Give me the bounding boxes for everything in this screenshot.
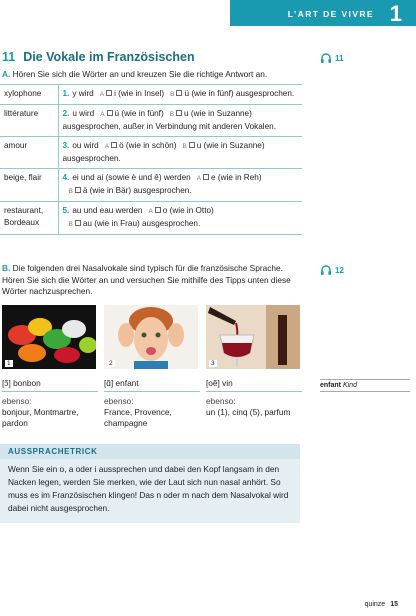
checkbox[interactable] (176, 90, 182, 96)
example-word: beige, flair (0, 169, 58, 202)
chapter-header-bar (230, 0, 416, 26)
nasal-heading: [oẽ] vin (206, 378, 302, 392)
exercise-question (58, 169, 302, 202)
tip-text: Wenn Sie ein o, a oder i aussprechen und dabei den Kopf langsam in den Nacken legen, werden Sie merken, wie der Laut sich nun nasal anhört. So muss es im Französischen klingen! Das n oder m nach dem Nasalvokal wird dabei nicht ausgesprochen. (8, 464, 289, 513)
example-word: restaurant, Bordeaux (0, 202, 58, 235)
question-lead: u wird (72, 109, 95, 118)
checkbox[interactable] (203, 174, 209, 180)
question-number: 3. (62, 141, 70, 150)
checkbox[interactable] (107, 110, 113, 116)
question-tail: ausgesprochen, außer in Verbindung mit anderen Vokalen. (62, 122, 276, 131)
example-word: amour (0, 137, 58, 169)
part-a-instruction (2, 69, 302, 79)
question-tail: ausgesprochen. (235, 89, 295, 98)
nasal-examples: France, Provence, champagne (104, 407, 172, 428)
exercise-row (0, 105, 302, 137)
part-a-letter: A. (2, 69, 11, 79)
nasal-column-1 (2, 378, 98, 429)
photo-red-wine (206, 305, 300, 369)
section-title: Die Vokale im Französischen (23, 50, 195, 64)
checkbox[interactable] (75, 187, 81, 193)
question-lead: y wird (72, 89, 94, 98)
option-a[interactable] (100, 108, 164, 121)
audio-track-b[interactable] (320, 264, 344, 276)
option-text: o (wie in Otto) (162, 206, 214, 215)
page-word: quinze (364, 601, 386, 608)
section-number: 11 (2, 50, 16, 64)
option-letter: A (99, 91, 105, 98)
option-text: u (wie in Suzanne) (184, 109, 252, 118)
vocabulary-note (320, 379, 410, 392)
option-b[interactable] (69, 218, 201, 231)
question-number: 4. (62, 173, 70, 182)
part-b-letter: B. (2, 263, 11, 273)
example-word: littérature (0, 105, 58, 137)
option-letter: B (170, 91, 175, 98)
photo-number: 2 (109, 360, 113, 367)
question-tail: ausgesprochen. (62, 154, 121, 163)
checkbox[interactable] (75, 220, 81, 226)
headphones-icon (320, 52, 332, 64)
option-a[interactable] (100, 88, 164, 101)
photo-boy-face (104, 305, 198, 369)
option-a[interactable] (148, 205, 213, 218)
audio-track-a[interactable] (320, 52, 343, 64)
checkbox[interactable] (155, 207, 161, 213)
ebenso-label: ebenso: (206, 396, 236, 406)
nasal-column-3 (206, 378, 302, 418)
checkbox[interactable] (189, 142, 195, 148)
option-text: ö (wie in schön) (119, 141, 177, 150)
option-letter: B (169, 111, 175, 118)
part-b-text: Die folgenden drei Nasalvokale sind typisch für die französische Sprache. Hören Sie sich die Wörter an und versuchen Sie mithilfe des Tipps unten diese Wörter nachzusprechen. (2, 263, 291, 296)
example-word: xylophone (0, 85, 58, 105)
nasal-examples: bonjour, Montmartre, pardon (2, 407, 79, 428)
option-b[interactable] (170, 88, 234, 101)
question-number: 5. (62, 206, 70, 215)
option-a[interactable] (197, 172, 262, 185)
checkbox[interactable] (176, 110, 182, 116)
checkbox[interactable] (111, 142, 117, 148)
vocab-translation: Kind (342, 382, 357, 389)
exercise-question (58, 202, 302, 235)
option-text: ä (wie in Bär) ausgesprochen. (82, 186, 192, 195)
audio-track-number: 12 (335, 265, 344, 275)
page-footer (365, 601, 398, 608)
page-number: 15 (390, 601, 398, 608)
ebenso-label: ebenso: (104, 396, 134, 406)
option-letter: B (68, 188, 73, 195)
section-heading (2, 50, 302, 64)
option-text: i (wie in Insel) (114, 89, 165, 98)
option-a[interactable] (105, 140, 177, 153)
nasal-column-2 (104, 378, 200, 429)
ebenso-label: ebenso: (2, 396, 32, 406)
vowel-exercise-table (0, 84, 302, 235)
option-letter: A (104, 143, 110, 150)
exercise-question (58, 105, 302, 137)
option-b[interactable] (69, 185, 192, 198)
option-text: e (wie in Reh) (211, 173, 262, 182)
question-lead: ou wird (72, 141, 99, 150)
question-number: 1. (62, 89, 70, 98)
option-b[interactable] (182, 140, 264, 153)
vocab-word: enfant (320, 382, 341, 389)
option-letter: B (68, 221, 73, 228)
photo-number: 3 (211, 360, 215, 367)
photo-number: 1 (7, 360, 11, 367)
nasal-heading: [ɑ̃] enfant (104, 378, 200, 392)
exercise-row (0, 169, 302, 202)
exercise-question (58, 85, 302, 105)
tip-title: AUSSPRACHETRICK (0, 444, 300, 459)
headphones-icon (320, 264, 332, 276)
exercise-question (58, 137, 302, 169)
nasal-heading: [ɔ̃] bonbon (2, 378, 98, 392)
option-text: u (wie in Suzanne) (196, 141, 265, 150)
option-letter: A (100, 111, 105, 118)
question-number: 2. (62, 109, 70, 118)
nasal-examples: un (1), cinq (5), parfum (206, 407, 291, 417)
option-b[interactable] (170, 108, 252, 121)
exercise-row (0, 85, 302, 105)
rubric-title: L’ART DE VIVRE (287, 9, 374, 19)
pronunciation-tip-box (0, 444, 300, 523)
part-b-instruction (2, 263, 302, 298)
option-letter: B (182, 143, 187, 150)
option-letter: A (148, 208, 153, 215)
option-letter: A (196, 175, 202, 182)
part-a-text: Hören Sie sich die Wörter an und kreuzen Sie die richtige Antwort an. (12, 69, 268, 79)
question-lead: au und eau werden (72, 206, 143, 215)
exercise-row (0, 202, 302, 235)
chapter-number: 1 (389, 1, 402, 26)
exercise-row (0, 137, 302, 169)
option-text: ü (wie in fünf) (184, 89, 234, 98)
question-lead: ei und ai (sowie è und ê) werden (72, 173, 191, 182)
option-text: ü (wie in fünf) (114, 109, 164, 118)
photo-gummy-candy (2, 305, 96, 369)
audio-track-number: 11 (335, 53, 344, 63)
checkbox[interactable] (106, 90, 112, 96)
option-text: au (wie in Frau) ausgesprochen. (82, 219, 201, 228)
